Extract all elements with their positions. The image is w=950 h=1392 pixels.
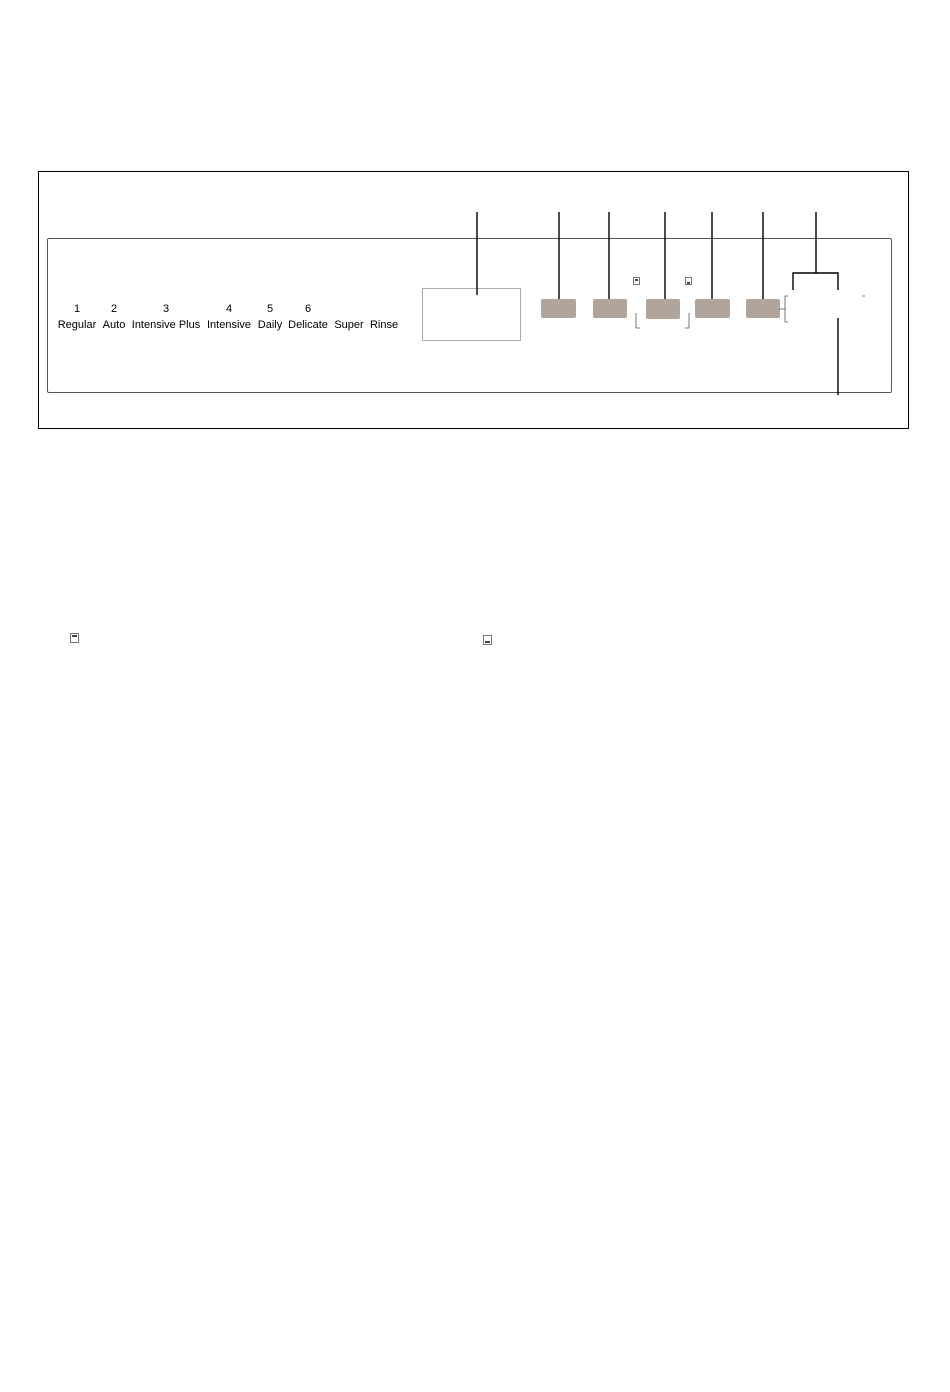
program-number-2: 2 (110, 303, 118, 315)
program-name-rinse: Rinse (369, 319, 399, 331)
program-name-delicate: Delicate (288, 319, 328, 331)
program-number-4: 4 (225, 303, 233, 315)
program-name-super: Super (334, 319, 364, 331)
program-name-intensive-plus: Intensive Plus (131, 319, 201, 331)
program-name-daily: Daily (257, 319, 283, 331)
program-number-3: 3 (162, 303, 170, 315)
program-number-1: 1 (73, 303, 81, 315)
program-name-auto: Auto (102, 319, 126, 331)
program-name-intensive: Intensive (206, 319, 252, 331)
program-number-5: 5 (266, 303, 274, 315)
program-name-regular: Regular (57, 319, 97, 331)
indicator-bracket (785, 296, 788, 322)
program-number-6: 6 (304, 303, 312, 315)
half-load-bracket-right (685, 313, 689, 328)
half-load-bracket-left (636, 313, 640, 328)
callout-bracket-indicators (793, 273, 838, 290)
